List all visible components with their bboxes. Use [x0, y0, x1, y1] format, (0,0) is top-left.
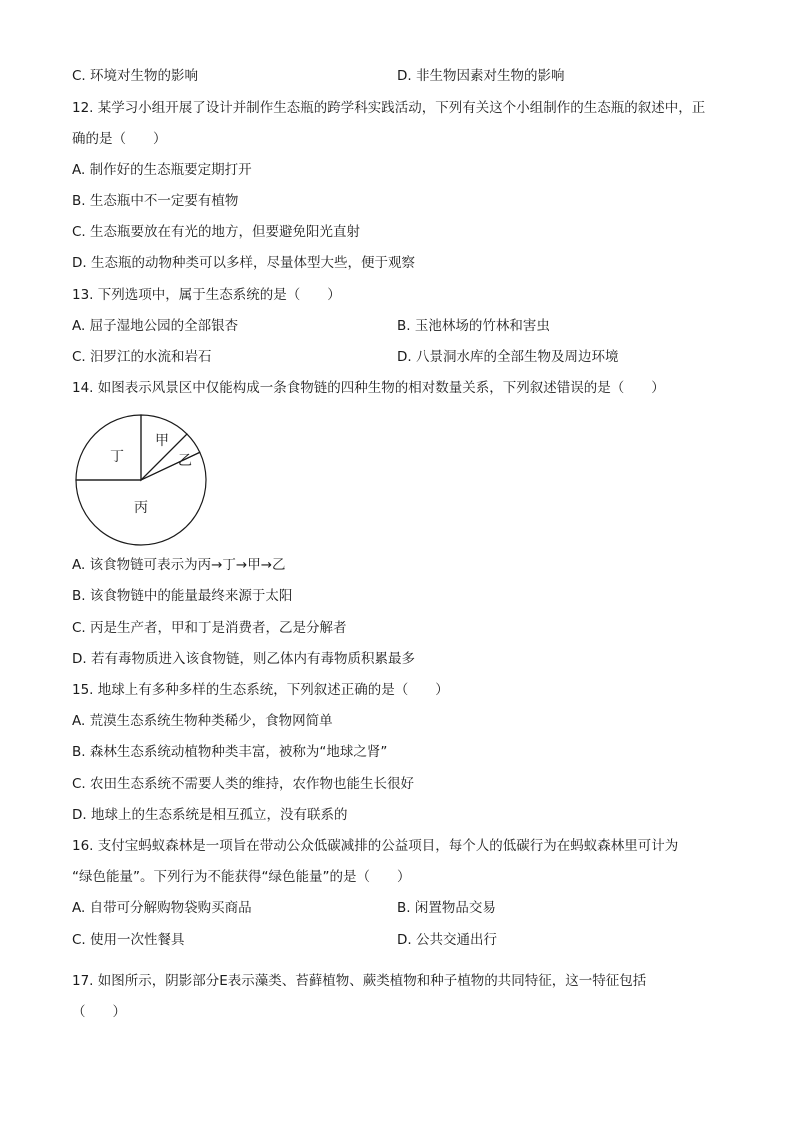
q15-stem: 15. 地球上有多种多样的生态系统，下列叙述正确的是（ ）	[72, 682, 449, 698]
q15-option-d: D. 地球上的生态系统是相互孤立，没有联系的	[72, 807, 348, 823]
q16-option-d: D. 公共交通出行	[397, 932, 497, 948]
q14-stem: 14. 如图表示风景区中仅能构成一条食物链的四种生物的相对数量关系，下列叙述错误的是（ ）	[72, 380, 665, 396]
q15-option-b: B. 森林生态系统动植物种类丰富，被称为“地球之肾”	[72, 744, 388, 760]
q13-option-d: D. 八景洞水库的全部生物及周边环境	[397, 349, 619, 365]
pie-label-yi: 乙	[178, 453, 192, 469]
q12-option-a: A. 制作好的生态瓶要定期打开	[72, 162, 252, 178]
q16-option-b: B. 闲置物品交易	[397, 900, 496, 916]
q16-option-c: C. 使用一次性餐具	[72, 932, 185, 948]
q16-stem-line2: “绿色能量”。下列行为不能获得“绿色能量”的是（ ）	[72, 869, 411, 885]
q14-pie-diagram	[74, 413, 208, 547]
q13-option-c: C. 汨罗江的水流和岩石	[72, 349, 212, 365]
pie-slices	[76, 415, 206, 545]
q15-option-c: C. 农田生态系统不需要人类的维持，农作物也能生长很好	[72, 776, 415, 792]
q11-option-c: C. 环境对生物的影响	[72, 68, 199, 84]
q15-option-a: A. 荒漠生态系统生物种类稀少，食物网简单	[72, 713, 333, 729]
q16-option-a: A. 自带可分解购物袋购买商品	[72, 900, 252, 916]
pie-label-bing: 丙	[134, 500, 148, 516]
q14-option-d: D. 若有毒物质进入该食物链，则乙体内有毒物质积累最多	[72, 651, 415, 667]
q16-stem-line1: 16. 支付宝蚂蚁森林是一项旨在带动公众低碳减排的公益项目，每个人的低碳行为在蚂蚁森林里可计为	[72, 838, 679, 854]
q12-option-b: B. 生态瓶中不一定要有植物	[72, 193, 239, 209]
q14-option-b: B. 该食物链中的能量最终来源于太阳	[72, 588, 293, 604]
q13-option-b: B. 玉池林场的竹林和害虫	[397, 318, 550, 334]
q13-option-a: A. 屈子湿地公园的全部银杏	[72, 318, 239, 334]
pie-label-jia: 甲	[155, 433, 169, 449]
q12-stem-line1: 12. 某学习小组开展了设计并制作生态瓶的跨学科实践活动，下列有关这个小组制作的生态瓶的叙述中，正	[72, 100, 706, 116]
q12-option-d: D. 生态瓶的动物种类可以多样，尽量体型大些，便于观察	[72, 255, 415, 271]
q12-stem-line2: 确的是（ ）	[72, 131, 167, 147]
q14-option-a: A. 该食物链可表示为丙→丁→甲→乙	[72, 557, 286, 573]
q14-option-c: C. 丙是生产者，甲和丁是消费者，乙是分解者	[72, 620, 347, 636]
q12-option-c: C. 生态瓶要放在有光的地方，但要避免阳光直射	[72, 224, 361, 240]
q13-stem: 13. 下列选项中，属于生态系统的是（ ）	[72, 287, 341, 303]
pie-label-ding: 丁	[110, 449, 124, 465]
q17-stem-line1: 17. 如图所示，阴影部分E表示藻类、苔藓植物、蕨类植物和种子植物的共同特征，这一特征包括	[72, 973, 647, 989]
pie-slice-ding	[76, 415, 141, 480]
q11-option-d: D. 非生物因素对生物的影响	[397, 68, 565, 84]
q17-stem-line2: （ ）	[72, 1004, 126, 1020]
